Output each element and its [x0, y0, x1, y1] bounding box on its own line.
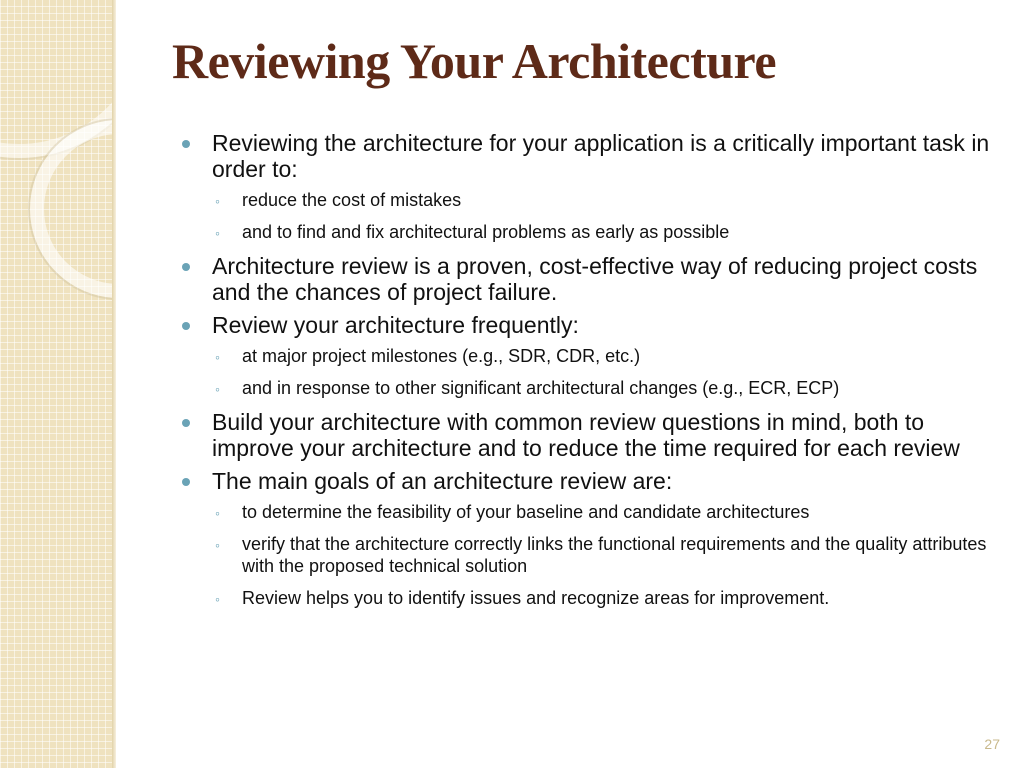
sub-bullet-item — [186, 587, 1006, 609]
bullet-text: Review your architecture frequently: — [212, 312, 579, 338]
sub-bullet-item — [186, 189, 1006, 211]
slide-number: 27 — [984, 736, 1000, 752]
circle-bullet-icon: ◦ — [215, 591, 220, 607]
sub-bullet-text: and to find and fix architectural problems as early as possible — [242, 222, 730, 242]
bullet-text: Build your architecture with common review questions in mind, both to improve your architecture and to reduce the time required for each review — [212, 409, 960, 461]
slide-content — [186, 130, 1006, 619]
bullet-text: Architecture review is a proven, cost-effective way of reducing project costs and the chances of project failure. — [212, 253, 978, 305]
sub-bullet-text: verify that the architecture correctly links the functional requirements and the quality attributes with the proposed technical solution — [242, 534, 987, 576]
bullet-dot-icon — [182, 263, 190, 271]
sub-bullet-item — [186, 345, 1006, 367]
sub-bullet-item — [186, 221, 1006, 243]
bullet-item — [186, 312, 1006, 338]
bullet-item — [186, 409, 1006, 461]
bullet-item — [186, 253, 1006, 305]
bullet-item — [186, 130, 1006, 182]
bullet-item — [186, 468, 1006, 494]
circle-bullet-icon: ◦ — [215, 381, 220, 397]
slide-title: Reviewing Your Architecture — [172, 33, 777, 89]
side-band-edge — [112, 0, 116, 768]
circle-bullet-icon: ◦ — [215, 537, 220, 553]
circle-bullet-icon: ◦ — [215, 349, 220, 365]
circle-bullet-icon: ◦ — [215, 193, 220, 209]
circle-bullet-icon: ◦ — [215, 225, 220, 241]
bullet-dot-icon — [182, 478, 190, 486]
sub-bullet-item — [186, 533, 1006, 577]
bullet-dot-icon — [182, 140, 190, 148]
circle-bullet-icon: ◦ — [215, 505, 220, 521]
decorative-side-band — [0, 0, 112, 768]
bullet-text: The main goals of an architecture review are: — [212, 468, 673, 494]
bullet-dot-icon — [182, 322, 190, 330]
bullet-text: Reviewing the architecture for your application is a critically important task in order to: — [212, 130, 990, 182]
sub-bullet-text: reduce the cost of mistakes — [242, 190, 462, 210]
sub-bullet-text: at major project milestones (e.g., SDR, CDR, etc.) — [242, 346, 641, 366]
sub-bullet-item — [186, 501, 1006, 523]
sub-bullet-text: Review helps you to identify issues and recognize areas for improvement. — [242, 588, 830, 608]
bullet-dot-icon — [182, 419, 190, 427]
sub-bullet-item — [186, 377, 1006, 399]
sub-bullet-text: and in response to other significant architectural changes (e.g., ECR, ECP) — [242, 378, 840, 398]
sub-bullet-text: to determine the feasibility of your baseline and candidate architectures — [242, 502, 810, 522]
